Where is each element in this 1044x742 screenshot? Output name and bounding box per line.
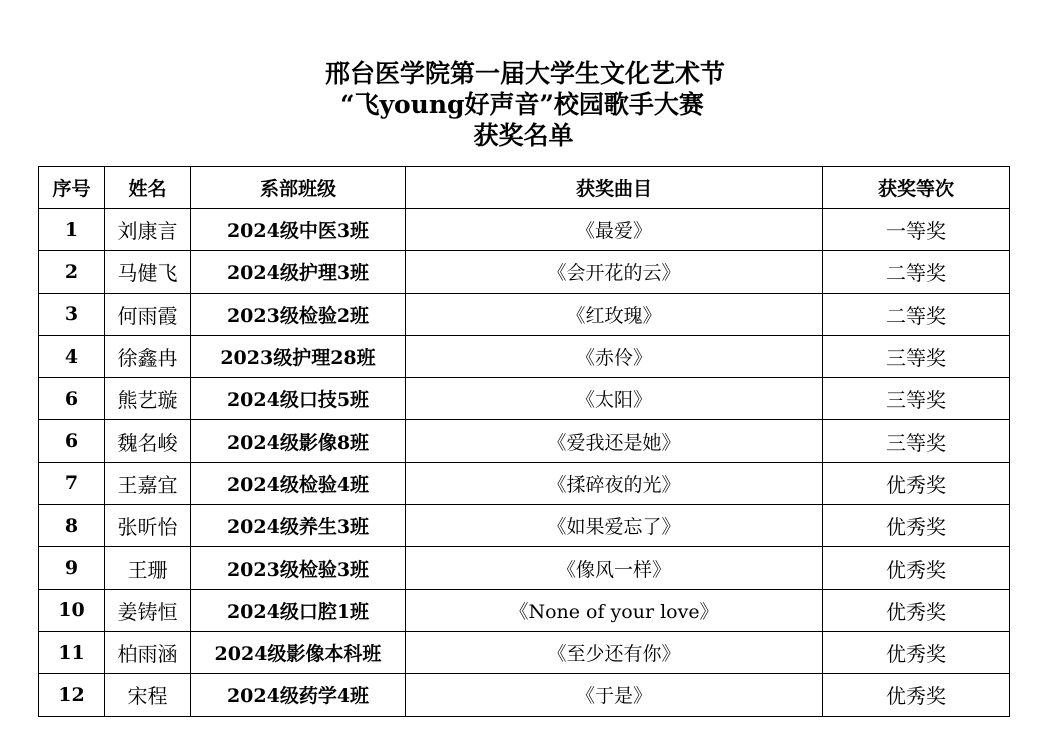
cell-award: 优秀奖 — [823, 547, 1010, 589]
cell-name: 王嘉宜 — [105, 462, 191, 504]
cell-no: 10 — [39, 589, 105, 631]
award-table — [38, 166, 1010, 717]
table-row — [39, 589, 1010, 631]
cell-song: 《会开花的云》 — [406, 251, 823, 293]
cell-class: 2024级口腔1班 — [191, 589, 406, 631]
cell-class: 2023级护理28班 — [191, 335, 406, 377]
cell-name: 徐鑫冉 — [105, 335, 191, 377]
table-row — [39, 631, 1010, 673]
cell-name: 魏名峻 — [105, 420, 191, 462]
cell-class: 2024级护理3班 — [191, 251, 406, 293]
header-name: 姓名 — [105, 167, 191, 209]
cell-song: 《最爱》 — [406, 209, 823, 251]
cell-no: 2 — [39, 251, 105, 293]
cell-no: 8 — [39, 505, 105, 547]
table-row — [39, 209, 1010, 251]
cell-award: 一等奖 — [823, 209, 1010, 251]
cell-award: 二等奖 — [823, 293, 1010, 335]
cell-name: 刘康言 — [105, 209, 191, 251]
table-row — [39, 462, 1010, 504]
cell-award: 三等奖 — [823, 420, 1010, 462]
cell-name: 张昕怡 — [105, 505, 191, 547]
header-song: 获奖曲目 — [406, 167, 823, 209]
table-row — [39, 293, 1010, 335]
cell-name: 姜铸恒 — [105, 589, 191, 631]
cell-song: 《于是》 — [406, 674, 823, 716]
cell-class: 2024级口技5班 — [191, 378, 406, 420]
table-row — [39, 251, 1010, 293]
cell-class: 2024级影像8班 — [191, 420, 406, 462]
document-title — [0, 58, 1044, 151]
cell-no: 12 — [39, 674, 105, 716]
cell-award: 优秀奖 — [823, 674, 1010, 716]
cell-award: 优秀奖 — [823, 589, 1010, 631]
cell-song: 《至少还有你》 — [406, 631, 823, 673]
table-header-row — [39, 167, 1010, 209]
cell-song: 《像风一样》 — [406, 547, 823, 589]
cell-name: 柏雨涵 — [105, 631, 191, 673]
cell-award: 优秀奖 — [823, 462, 1010, 504]
title-line-contest: “飞young好声音”校园歌手大赛 — [340, 90, 704, 119]
cell-class: 2024级养生3班 — [191, 505, 406, 547]
cell-class: 2023级检验2班 — [191, 293, 406, 335]
cell-song: 《None of your love》 — [406, 589, 823, 631]
table-row — [39, 335, 1010, 377]
cell-song: 《如果爱忘了》 — [406, 505, 823, 547]
header-no: 序号 — [39, 167, 105, 209]
header-award: 获奖等次 — [823, 167, 1010, 209]
cell-award: 三等奖 — [823, 378, 1010, 420]
cell-name: 王珊 — [105, 547, 191, 589]
cell-no: 6 — [39, 420, 105, 462]
table-row — [39, 378, 1010, 420]
cell-no: 6 — [39, 378, 105, 420]
cell-name: 宋程 — [105, 674, 191, 716]
table-row — [39, 547, 1010, 589]
title-line-festival: 邢台医学院第一届大学生文化艺术节 — [324, 59, 725, 88]
cell-award: 二等奖 — [823, 251, 1010, 293]
table-row — [39, 420, 1010, 462]
cell-no: 7 — [39, 462, 105, 504]
cell-song: 《太阳》 — [406, 378, 823, 420]
cell-name: 马健飞 — [105, 251, 191, 293]
cell-award: 三等奖 — [823, 335, 1010, 377]
cell-song: 《揉碎夜的光》 — [406, 462, 823, 504]
cell-no: 1 — [39, 209, 105, 251]
cell-class: 2024级检验4班 — [191, 462, 406, 504]
cell-song: 《爱我还是她》 — [406, 420, 823, 462]
cell-name: 熊艺璇 — [105, 378, 191, 420]
cell-no: 3 — [39, 293, 105, 335]
title-line-list: 获奖名单 — [473, 121, 574, 150]
cell-song: 《赤伶》 — [406, 335, 823, 377]
cell-award: 优秀奖 — [823, 631, 1010, 673]
cell-name: 何雨霞 — [105, 293, 191, 335]
cell-song: 《红玫瑰》 — [406, 293, 823, 335]
table-row — [39, 505, 1010, 547]
cell-award: 优秀奖 — [823, 505, 1010, 547]
header-class: 系部班级 — [191, 167, 406, 209]
cell-class: 2024级中医3班 — [191, 209, 406, 251]
cell-no: 9 — [39, 547, 105, 589]
cell-class: 2023级检验3班 — [191, 547, 406, 589]
cell-class: 2024级药学4班 — [191, 674, 406, 716]
cell-no: 11 — [39, 631, 105, 673]
cell-class: 2024级影像本科班 — [191, 631, 406, 673]
table-row — [39, 674, 1010, 716]
cell-no: 4 — [39, 335, 105, 377]
